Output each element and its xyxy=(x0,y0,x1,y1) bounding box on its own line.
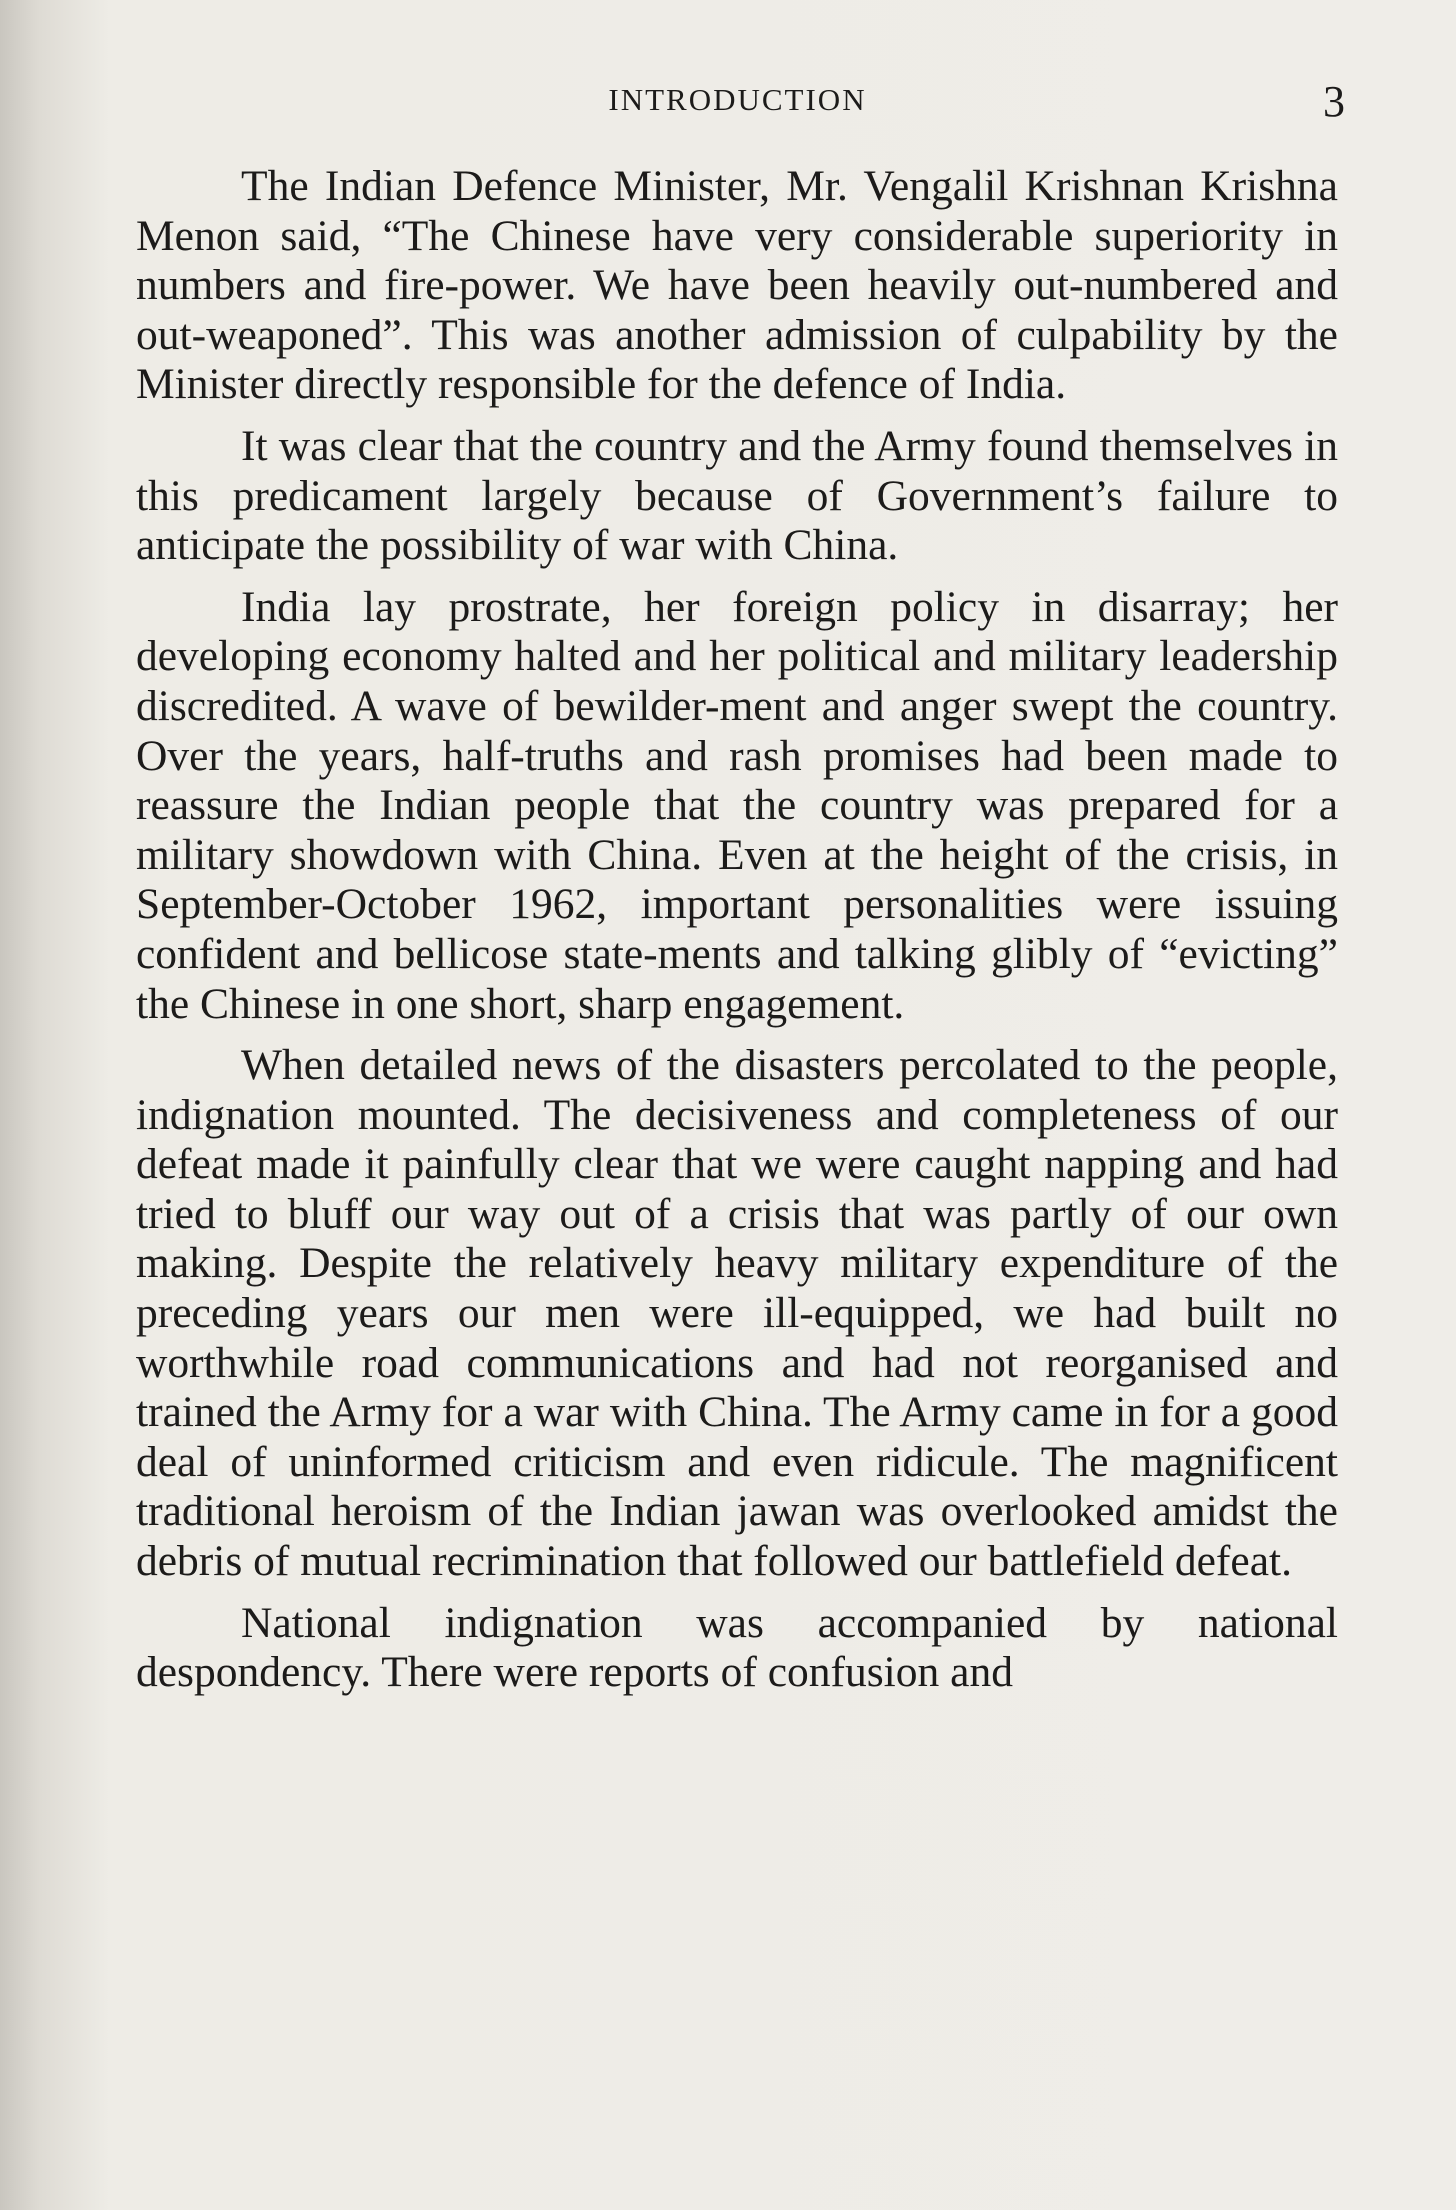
paragraph-1: The Indian Defence Minister, Mr. Vengalil Krishnan Krishna Menon said, “The Chinese have very considerable superiority in numbers and fire-power. We have been heavily out-numbered and out-weaponed”. This was another admission of culpability by the Minister directly responsible for the defence of India. xyxy=(136,162,1338,409)
page-header xyxy=(130,78,1345,128)
body-text xyxy=(136,162,1338,1698)
paragraph-4: When detailed news of the disasters percolated to the people, indignation mounted. The decisiveness and completeness of our defeat made it painfully clear that we were caught napping and had tried to bluff our way out of a crisis that was partly of our own making. Despite the relatively heavy military expenditure of the preceding years our men were ill-equipped, we had built no worthwhile road communications and had not reorganised and trained the Army for a war with China. The Army came in for a good deal of uninformed criticism and even ridicule. The magnificent traditional heroism of the Indian jawan was overlooked amidst the debris of mutual recrimination that followed our battlefield defeat. xyxy=(136,1041,1338,1586)
paragraph-5: National indignation was accompanied by national despondency. There were reports of confusion and xyxy=(136,1598,1338,1697)
page-number: 3 xyxy=(1323,77,1345,126)
paragraph-2: It was clear that the country and the Army found themselves in this predicament largely because of Government’s failure to anticipate the possibility of war with China. xyxy=(136,421,1338,570)
running-title: INTRODUCTION xyxy=(608,82,867,117)
paragraph-3: India lay prostrate, her foreign policy in disarray; her developing economy halted and her political and military leadership discredited. A wave of bewilder-ment and anger swept the country. Over the years, half-truths and rash promises had been made to reassure the Indian people that the country was prepared for a military showdown with China. Even at the height of the crisis, in September-October 1962, important personalities were issuing confident and bellicose state-ments and talking glibly of “evicting” the Chinese in one short, sharp engagement. xyxy=(136,582,1338,1028)
